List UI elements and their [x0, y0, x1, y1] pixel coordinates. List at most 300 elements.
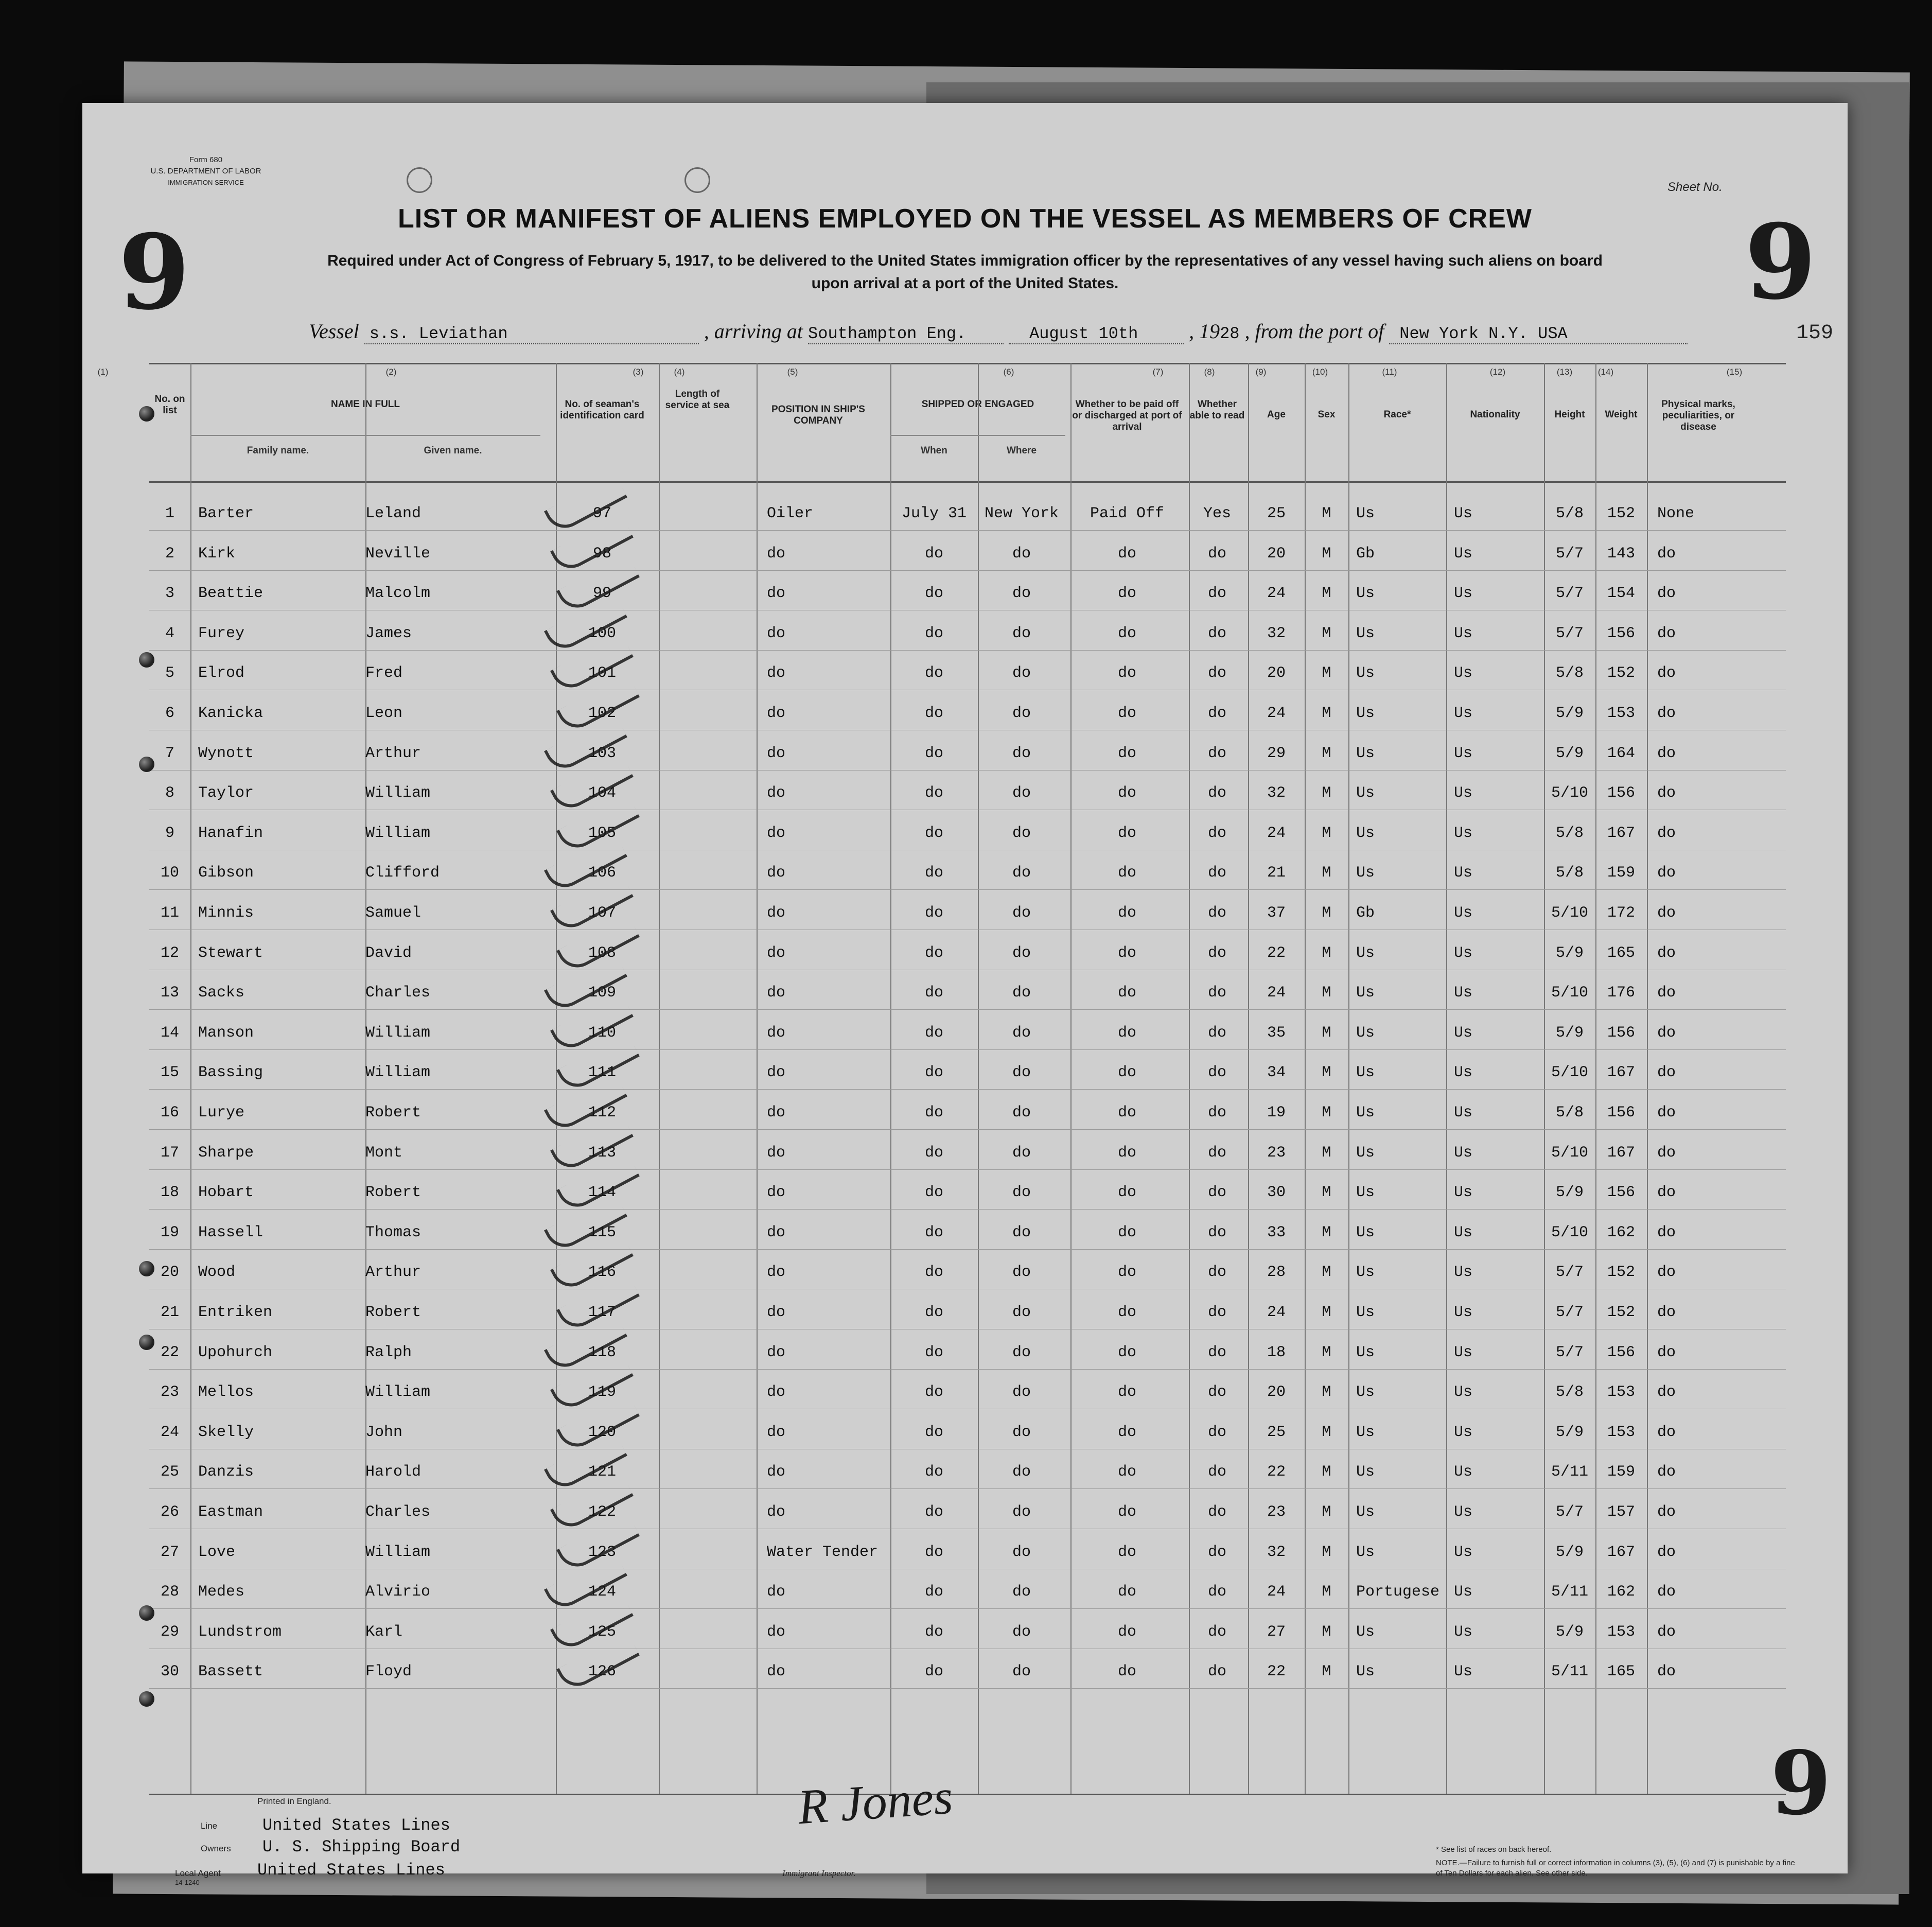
shipped-where: do	[1012, 1024, 1031, 1042]
age: 24	[1267, 585, 1286, 603]
sex: M	[1322, 1663, 1331, 1681]
able-to-read: do	[1207, 1623, 1226, 1641]
crew-table	[97, 363, 1786, 1794]
paid-off: do	[1117, 784, 1136, 802]
physical-marks: do	[1657, 1543, 1676, 1561]
given-name: William	[365, 824, 431, 842]
bottom-block	[175, 1768, 1796, 1886]
column-number: (12)	[1489, 367, 1506, 377]
race: Us	[1356, 1503, 1375, 1521]
agent-value: United States Lines	[257, 1861, 445, 1880]
nationality: Us	[1454, 705, 1473, 722]
corner-mark-bottom: 9	[1770, 1732, 1832, 1835]
weight: 156	[1607, 784, 1635, 802]
physical-marks: do	[1657, 824, 1676, 842]
sex: M	[1322, 585, 1331, 603]
row-number: 14	[160, 1024, 179, 1042]
sex: M	[1322, 784, 1331, 802]
age: 22	[1267, 1463, 1286, 1481]
race: Us	[1356, 784, 1375, 802]
weight: 157	[1607, 1503, 1635, 1521]
given-name: Harold	[365, 1463, 421, 1481]
race: Us	[1356, 984, 1375, 1002]
position: do	[767, 1024, 786, 1042]
shipped-when: do	[924, 824, 943, 842]
able-to-read: do	[1207, 1343, 1226, 1361]
shipped-when: do	[924, 1264, 943, 1282]
weight: 164	[1607, 744, 1635, 762]
column-number: (8)	[1204, 367, 1215, 377]
age: 25	[1267, 505, 1286, 522]
height: 5/7	[1555, 1304, 1584, 1321]
age: 24	[1267, 1583, 1286, 1601]
shipped-when: do	[924, 904, 943, 922]
race: Us	[1356, 505, 1375, 522]
given-name: Thomas	[365, 1223, 421, 1241]
id-card-number: 114	[588, 1184, 616, 1202]
nationality: Us	[1454, 1064, 1473, 1082]
table-row	[149, 654, 1786, 693]
voyage-line	[309, 319, 1801, 344]
race: Us	[1356, 585, 1375, 603]
able-to-read: do	[1207, 624, 1226, 642]
race: Us	[1356, 705, 1375, 722]
paid-off: do	[1117, 1064, 1136, 1082]
able-to-read: do	[1207, 984, 1226, 1002]
paid-off: do	[1117, 864, 1136, 882]
paid-off: do	[1117, 744, 1136, 762]
line-value: United States Lines	[262, 1816, 450, 1835]
height: 5/9	[1555, 744, 1584, 762]
given-name: Robert	[365, 1184, 421, 1202]
table-row	[149, 1013, 1786, 1053]
race: Us	[1356, 1543, 1375, 1561]
weight: 167	[1607, 824, 1635, 842]
position: do	[767, 1304, 786, 1321]
position: do	[767, 744, 786, 762]
family-name: Gibson	[198, 864, 254, 882]
id-card-number: 101	[588, 664, 616, 682]
height: 5/9	[1555, 1543, 1584, 1561]
height: 5/9	[1555, 1024, 1584, 1042]
height: 5/7	[1555, 1264, 1584, 1282]
race: Portugese	[1356, 1583, 1440, 1601]
family-name: Skelly	[198, 1423, 254, 1441]
height: 5/10	[1551, 784, 1588, 802]
nationality: Us	[1454, 1223, 1473, 1241]
race: Us	[1356, 1663, 1375, 1681]
position: do	[767, 904, 786, 922]
hdr-race: Race*	[1383, 409, 1411, 420]
paid-off: do	[1117, 1503, 1136, 1521]
shipped-when: do	[924, 1663, 943, 1681]
shipped-when: do	[924, 984, 943, 1002]
position: do	[767, 545, 786, 563]
id-card-number: 103	[588, 744, 616, 762]
age: 29	[1267, 744, 1286, 762]
race: Us	[1356, 1304, 1375, 1321]
given-name: Ralph	[365, 1343, 412, 1361]
paid-off: do	[1117, 1024, 1136, 1042]
column-number: (9)	[1255, 367, 1267, 377]
paid-off: do	[1117, 1104, 1136, 1122]
shipped-when: do	[924, 624, 943, 642]
race: Us	[1356, 1223, 1375, 1241]
row-number: 5	[165, 664, 174, 682]
arriving-label: , arriving at	[704, 320, 803, 343]
punch-hole	[139, 1261, 154, 1276]
able-to-read: do	[1207, 1024, 1226, 1042]
shipped-when: do	[924, 1304, 943, 1321]
paid-off: do	[1117, 1264, 1136, 1282]
hdr-shipped: SHIPPED OR ENGAGED	[921, 399, 1034, 410]
position: do	[767, 1463, 786, 1481]
table-row	[149, 694, 1786, 733]
table-row	[149, 1493, 1786, 1532]
given-name: Mont	[365, 1144, 403, 1162]
shipped-when: do	[924, 864, 943, 882]
age: 23	[1267, 1144, 1286, 1162]
physical-marks: do	[1657, 984, 1676, 1002]
sex: M	[1322, 1583, 1331, 1601]
physical-marks: do	[1657, 744, 1676, 762]
id-card-number: 115	[588, 1223, 616, 1241]
position: Oiler	[767, 505, 814, 522]
row-number: 18	[160, 1184, 179, 1202]
shipped-where: do	[1012, 1383, 1031, 1402]
nationality: Us	[1454, 784, 1473, 802]
weight: 156	[1607, 624, 1635, 642]
table-row	[149, 1373, 1786, 1412]
table-row	[149, 1572, 1786, 1612]
arriving-port: Southampton Eng.	[808, 324, 1004, 344]
paid-off: do	[1117, 1583, 1136, 1601]
height: 5/11	[1551, 1583, 1588, 1601]
race: Us	[1356, 1463, 1375, 1481]
weight: 159	[1607, 1463, 1635, 1481]
height: 5/11	[1551, 1463, 1588, 1481]
shipped-where: do	[1012, 904, 1031, 922]
family-name: Wood	[198, 1264, 236, 1282]
position: do	[767, 1144, 786, 1162]
given-name: Alvirio	[365, 1583, 431, 1601]
able-to-read: do	[1207, 1543, 1226, 1561]
family-name: Bassing	[198, 1064, 264, 1082]
family-name: Mellos	[198, 1383, 254, 1402]
weight: 156	[1607, 1184, 1635, 1202]
able-to-read: do	[1207, 944, 1226, 962]
family-name: Sharpe	[198, 1144, 254, 1162]
given-name: Arthur	[365, 744, 421, 762]
height: 5/9	[1555, 1184, 1584, 1202]
shipped-where: do	[1012, 1503, 1031, 1521]
shipped-where: do	[1012, 1144, 1031, 1162]
hdr-height: Height	[1554, 409, 1585, 420]
nationality: Us	[1454, 1264, 1473, 1282]
able-to-read: do	[1207, 824, 1226, 842]
race: Us	[1356, 1623, 1375, 1641]
paid-off: do	[1117, 705, 1136, 722]
physical-marks: do	[1657, 705, 1676, 722]
able-to-read: Yes	[1203, 505, 1231, 522]
row-number: 24	[160, 1423, 179, 1441]
height: 5/8	[1555, 664, 1584, 682]
shipped-when: do	[924, 784, 943, 802]
able-to-read: do	[1207, 1144, 1226, 1162]
nationality: Us	[1454, 744, 1473, 762]
weight: 159	[1607, 864, 1635, 882]
shipped-where: do	[1012, 1264, 1031, 1282]
paid-off: do	[1117, 1623, 1136, 1641]
hdr-sex: Sex	[1318, 409, 1336, 420]
id-card-number: 106	[588, 864, 616, 882]
weight: 153	[1607, 705, 1635, 722]
nationality: Us	[1454, 624, 1473, 642]
age: 20	[1267, 545, 1286, 563]
physical-marks: do	[1657, 904, 1676, 922]
age: 22	[1267, 944, 1286, 962]
id-card-number: 123	[588, 1543, 616, 1561]
shipped-when: do	[924, 1343, 943, 1361]
family-name: Minnis	[198, 904, 254, 922]
table-row	[149, 1253, 1786, 1292]
physical-marks: do	[1657, 545, 1676, 563]
weight: 165	[1607, 1663, 1635, 1681]
hdr-able-read: Whether able to read	[1189, 399, 1245, 421]
age: 19	[1267, 1104, 1286, 1122]
table-row	[149, 734, 1786, 774]
row-number: 19	[160, 1223, 179, 1241]
nationality: Us	[1454, 864, 1473, 882]
nationality: Us	[1454, 824, 1473, 842]
family-name: Kanicka	[198, 705, 264, 722]
form-code: 14-1240	[175, 1879, 200, 1886]
age: 18	[1267, 1343, 1286, 1361]
position: do	[767, 1583, 786, 1601]
age: 34	[1267, 1064, 1286, 1082]
given-name: William	[365, 1024, 431, 1042]
able-to-read: do	[1207, 705, 1226, 722]
race: Us	[1356, 1144, 1375, 1162]
able-to-read: do	[1207, 784, 1226, 802]
physical-marks: do	[1657, 944, 1676, 962]
row-number: 16	[160, 1104, 179, 1122]
table-row	[149, 614, 1786, 654]
able-to-read: do	[1207, 1423, 1226, 1441]
position: do	[767, 1104, 786, 1122]
position: do	[767, 624, 786, 642]
shipped-where: do	[1012, 664, 1031, 682]
height: 5/10	[1551, 904, 1588, 922]
age: 32	[1267, 624, 1286, 642]
hdr-where: Where	[1006, 445, 1037, 456]
age: 37	[1267, 904, 1286, 922]
height: 5/9	[1555, 1423, 1584, 1441]
able-to-read: do	[1207, 1503, 1226, 1521]
table-row	[149, 1293, 1786, 1333]
physical-marks: do	[1657, 1144, 1676, 1162]
height: 5/8	[1555, 505, 1584, 522]
id-card-number: 120	[588, 1423, 616, 1441]
shipped-when: do	[924, 944, 943, 962]
weight: 156	[1607, 1104, 1635, 1122]
column-number: (3)	[633, 367, 644, 377]
sex: M	[1322, 1423, 1331, 1441]
column-number: (11)	[1382, 367, 1397, 377]
owners-value: U. S. Shipping Board	[262, 1837, 461, 1856]
column-number: (2)	[385, 367, 397, 377]
paid-off: do	[1117, 1423, 1136, 1441]
paid-off: do	[1117, 1184, 1136, 1202]
shipped-where: do	[1012, 1423, 1031, 1441]
sex: M	[1322, 1463, 1331, 1481]
column-number: (6)	[1003, 367, 1014, 377]
row-number: 12	[160, 944, 179, 962]
row-number: 13	[160, 984, 179, 1002]
column-number: (14)	[1597, 367, 1614, 377]
table-row	[149, 1533, 1786, 1572]
punch-hole	[139, 757, 154, 772]
shipped-when: do	[924, 1024, 943, 1042]
row-number: 10	[160, 864, 179, 882]
family-name: Eastman	[198, 1503, 264, 1521]
column-number: (5)	[787, 367, 798, 377]
family-name: Manson	[198, 1024, 254, 1042]
weight: 167	[1607, 1064, 1635, 1082]
able-to-read: do	[1207, 744, 1226, 762]
height: 5/7	[1555, 624, 1584, 642]
age: 24	[1267, 824, 1286, 842]
shipped-where: do	[1012, 1463, 1031, 1481]
age: 32	[1267, 1543, 1286, 1561]
paid-off: do	[1117, 1223, 1136, 1241]
shipped-where: do	[1012, 705, 1031, 722]
id-card-number: 111	[588, 1064, 616, 1082]
sex: M	[1322, 1264, 1331, 1282]
document-title: LIST OR MANIFEST OF ALIENS EMPLOYED ON THE VESSEL AS MEMBERS OF CREW	[398, 204, 1532, 234]
id-card-number: 119	[588, 1383, 616, 1402]
id-card-number: 105	[588, 824, 616, 842]
row-number: 1	[165, 505, 174, 522]
shipped-when: do	[924, 1543, 943, 1561]
sex: M	[1322, 824, 1331, 842]
id-card-number: 104	[588, 784, 616, 802]
hdr-nationality: Nationality	[1470, 409, 1520, 420]
table-row	[149, 894, 1786, 933]
able-to-read: do	[1207, 1463, 1226, 1481]
nationality: Us	[1454, 1343, 1473, 1361]
age: 20	[1267, 1383, 1286, 1402]
position: do	[767, 705, 786, 722]
paid-off: do	[1117, 545, 1136, 563]
shipped-where: do	[1012, 1343, 1031, 1361]
physical-marks: do	[1657, 1503, 1676, 1521]
shipped-when: do	[924, 1144, 943, 1162]
row-number: 28	[160, 1583, 179, 1601]
height: 5/9	[1555, 705, 1584, 722]
family-name: Stewart	[198, 944, 264, 962]
shipped-where: do	[1012, 1184, 1031, 1202]
sex: M	[1322, 1144, 1331, 1162]
table-row	[149, 1173, 1786, 1213]
row-number: 25	[160, 1463, 179, 1481]
age: 28	[1267, 1264, 1286, 1282]
row-number: 2	[165, 545, 174, 563]
row-number: 15	[160, 1064, 179, 1082]
weight: 167	[1607, 1144, 1635, 1162]
corner-mark-right: 9	[1745, 202, 1817, 323]
shipped-when: do	[924, 705, 943, 722]
shipped-when: do	[924, 1423, 943, 1441]
physical-marks: do	[1657, 1383, 1676, 1402]
shipped-where: do	[1012, 545, 1031, 563]
weight: 143	[1607, 545, 1635, 563]
corner-mark-left: 9	[118, 212, 190, 333]
row-number: 6	[165, 705, 174, 722]
paid-off: do	[1117, 984, 1136, 1002]
row-number: 4	[165, 624, 174, 642]
page-number: 159	[1796, 322, 1834, 345]
sex: M	[1322, 505, 1331, 522]
position: Water Tender	[767, 1543, 879, 1561]
height: 5/10	[1551, 1223, 1588, 1241]
height: 5/7	[1555, 585, 1584, 603]
age: 27	[1267, 1623, 1286, 1641]
position: do	[767, 1064, 786, 1082]
table-row	[149, 973, 1786, 1013]
physical-marks: do	[1657, 1304, 1676, 1321]
vessel-name: s.s. Leviathan	[364, 324, 699, 344]
hdr-family-name: Family name.	[247, 445, 309, 456]
binder-ring-right	[684, 167, 710, 193]
printed-note: Printed in England.	[257, 1796, 331, 1806]
race: Us	[1356, 1383, 1375, 1402]
family-name: Furey	[198, 624, 245, 642]
able-to-read: do	[1207, 1223, 1226, 1241]
race: Us	[1356, 1264, 1375, 1282]
weight: 152	[1607, 505, 1635, 522]
height: 5/10	[1551, 1144, 1588, 1162]
given-name: Leland	[365, 505, 421, 522]
height: 5/7	[1555, 1503, 1584, 1521]
shipped-where: do	[1012, 1223, 1031, 1241]
sex: M	[1322, 1343, 1331, 1361]
table-row	[149, 1652, 1786, 1692]
able-to-read: do	[1207, 1583, 1226, 1601]
row-number: 20	[160, 1264, 179, 1282]
paid-off: do	[1117, 624, 1136, 642]
age: 20	[1267, 664, 1286, 682]
able-to-read: do	[1207, 1104, 1226, 1122]
shipped-when: do	[924, 1503, 943, 1521]
paid-off: do	[1117, 944, 1136, 962]
position: do	[767, 1264, 786, 1282]
age: 24	[1267, 984, 1286, 1002]
nationality: Us	[1454, 585, 1473, 603]
family-name: Barter	[198, 505, 254, 522]
sex: M	[1322, 984, 1331, 1002]
binder-ring-left	[407, 167, 432, 193]
column-number: (10)	[1312, 367, 1328, 377]
id-card-number: 97	[592, 505, 611, 522]
age: 24	[1267, 1304, 1286, 1321]
row-number: 30	[160, 1663, 179, 1681]
physical-marks: do	[1657, 1343, 1676, 1361]
paid-off: do	[1117, 1663, 1136, 1681]
id-card-number: 110	[588, 1024, 616, 1042]
shipped-where: do	[1012, 864, 1031, 882]
weight: 156	[1607, 1024, 1635, 1042]
